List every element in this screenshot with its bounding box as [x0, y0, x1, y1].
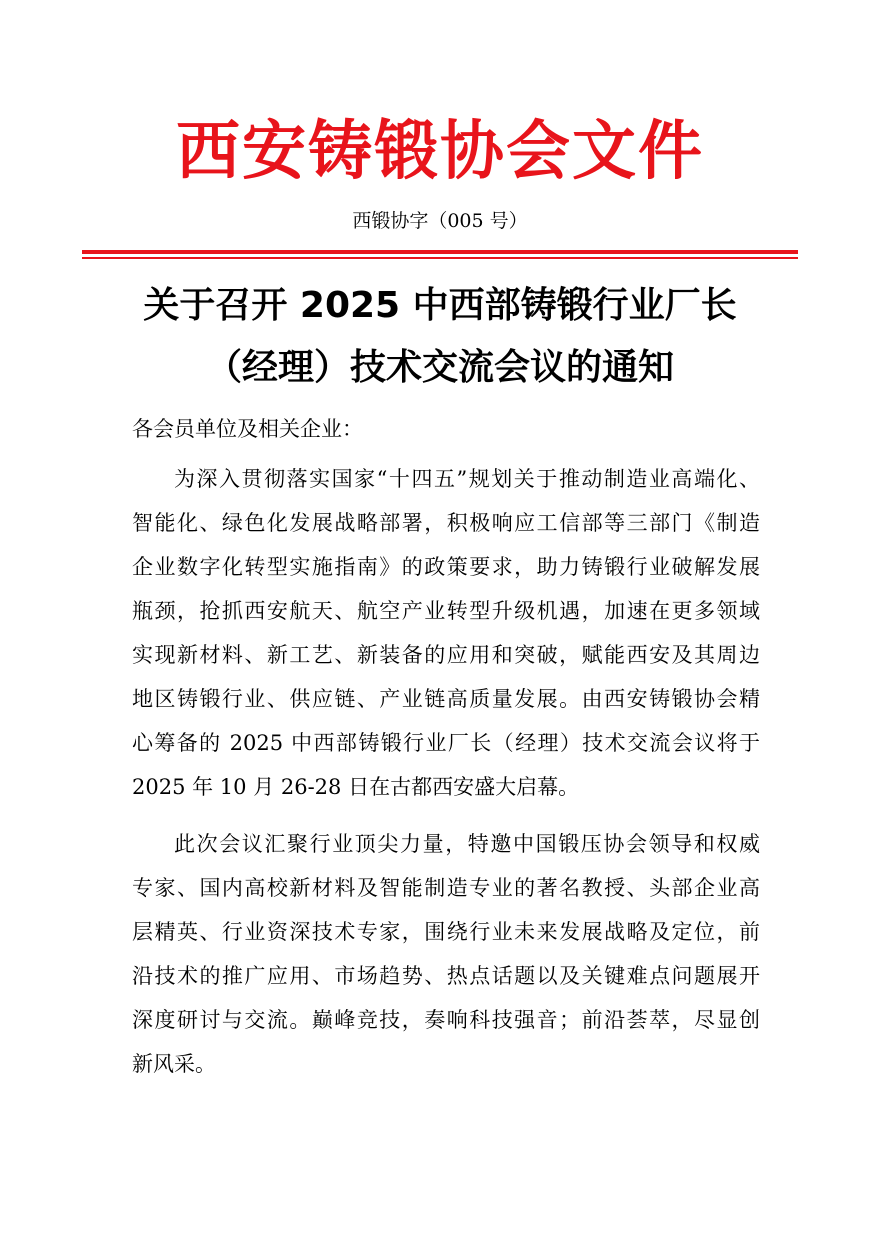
body-paragraph-1: [132, 457, 760, 809]
notice-title-line-2: （经理）技术交流会议的通知: [205, 347, 674, 388]
header-divider-thick: [82, 250, 798, 254]
body-paragraph-2: [132, 822, 760, 1086]
paragraph-line: 沿技术的推广应用、市场趋势、热点话题以及关键难点问题展开: [132, 964, 760, 988]
paragraph-line: 层精英、行业资深技术专家，围绕行业未来发展战略及定位，前: [132, 920, 760, 944]
paragraph-line: 专家、国内高校新材料及智能制造专业的著名教授、头部企业高: [132, 876, 760, 900]
paragraph-line: 新风采。: [132, 1052, 216, 1076]
salutation: 各会员单位及相关企业：: [132, 417, 363, 441]
paragraph-line: 地区铸锻行业、供应链、产业链高质量发展。由西安铸锻协会精: [132, 687, 760, 711]
notice-title-line-1: 关于召开 2025 中西部铸锻行业厂长: [143, 285, 737, 326]
paragraph-line: 实现新材料、新工艺、新装备的应用和突破，赋能西安及其周边: [132, 643, 760, 667]
paragraph-line: 此次会议汇聚行业顶尖力量，特邀中国锻压协会领导和权威: [174, 832, 760, 856]
document-header-title: 西安铸锻协会文件: [176, 114, 704, 189]
paragraph-line: 为深入贯彻落实国家“十四五”规划关于推动制造业高端化、: [174, 467, 760, 491]
paragraph-line: 企业数字化转型实施指南》的政策要求，助力铸锻行业破解发展: [132, 555, 760, 579]
paragraph-line: 智能化、绿色化发展战略部署，积极响应工信部等三部门《制造: [132, 511, 760, 535]
paragraph-line: 2025 年 10 月 26-28 日在古都西安盛大启幕。: [132, 775, 580, 799]
paragraph-line: 瓶颈，抢抓西安航天、航空产业转型升级机遇，加速在更多领域: [132, 599, 760, 623]
header-divider-thin: [82, 257, 798, 259]
paragraph-line: 心筹备的 2025 中西部铸锻行业厂长（经理）技术交流会议将于: [132, 731, 760, 755]
document-number: 西锻协字（005 号）: [352, 210, 528, 232]
paragraph-line: 深度研讨与交流。巅峰竞技，奏响科技强音；前沿荟萃，尽显创: [132, 1008, 760, 1032]
